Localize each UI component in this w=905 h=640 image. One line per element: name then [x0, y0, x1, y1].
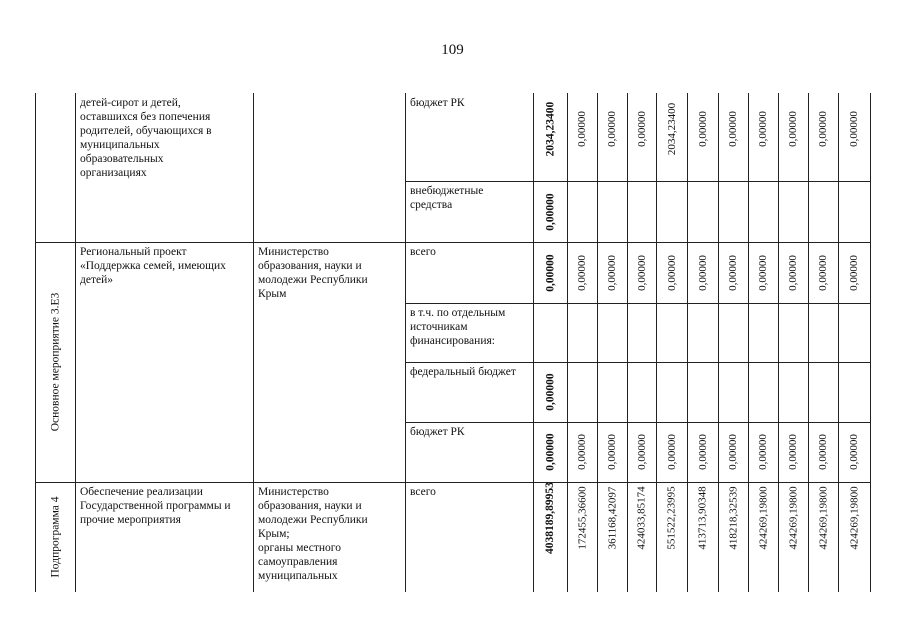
funding-source: внебюджетные средства — [410, 185, 484, 211]
table-rule-horizontal — [405, 362, 870, 363]
table-rule-horizontal — [405, 422, 870, 423]
measure-name: Обеспечение реализации Государственной программы и прочие мероприятия — [80, 486, 231, 526]
year-value: 172455,36600 — [576, 486, 589, 550]
funding-source: бюджет РК — [410, 97, 465, 109]
year-value: 0,00000 — [756, 434, 769, 470]
total-value: 4038189,89953 — [543, 482, 556, 554]
table-rule-vertical — [253, 93, 254, 592]
table-rule-horizontal — [405, 181, 870, 182]
table-rule-vertical — [870, 93, 871, 592]
section-label: Подпрограмма 4 — [49, 496, 62, 578]
funding-source: в т.ч. по отдельным источникам финансирования: — [410, 307, 506, 347]
year-value: 0,00000 — [665, 434, 678, 470]
year-value: 0,00000 — [786, 254, 799, 291]
year-value: 0,00000 — [786, 111, 799, 147]
table-rule-vertical — [748, 93, 749, 592]
year-value: 0,00000 — [816, 254, 829, 291]
table-rule-horizontal — [35, 242, 870, 243]
year-value: 0,00000 — [575, 111, 588, 147]
page-number: 109 — [441, 42, 464, 58]
table-rule-vertical — [838, 93, 839, 592]
year-value: 0,00000 — [635, 434, 648, 470]
year-value: 0,00000 — [726, 434, 739, 470]
funding-source: бюджет РК — [410, 426, 465, 438]
year-value: 0,00000 — [575, 434, 588, 470]
year-value: 0,00000 — [816, 111, 829, 147]
year-value: 0,00000 — [605, 434, 618, 470]
year-value: 0,00000 — [756, 254, 769, 291]
section-label: Основное мероприятие 3.Е3 — [48, 292, 61, 432]
table-rule-vertical — [778, 93, 779, 592]
year-value: 424269,19800 — [848, 486, 861, 550]
year-value: 551522,23995 — [665, 486, 678, 550]
measure-name: детей-сирот и детей, оставшихся без попечения родителей, обучающихся в муниципальных образовательных организациях — [80, 97, 212, 179]
year-value: 424269,19800 — [817, 486, 830, 550]
year-value: 0,00000 — [665, 254, 678, 291]
year-value: 0,00000 — [575, 254, 588, 291]
total-value: 2034,23400 — [543, 101, 556, 157]
year-value: 2034,23400 — [665, 102, 678, 156]
year-value: 424269,19800 — [757, 486, 770, 550]
year-value: 0,00000 — [726, 111, 739, 147]
year-value: 0,00000 — [635, 111, 648, 147]
table-rule-vertical — [75, 93, 76, 592]
year-value: 0,00000 — [635, 254, 648, 291]
year-value: 0,00000 — [847, 111, 860, 147]
measure-name: Региональный проект «Поддержка семей, имеющих детей» — [80, 246, 226, 286]
year-value: 0,00000 — [696, 434, 709, 470]
executor-name: Министерство образования, науки и молодежи Республики Крым — [258, 246, 368, 300]
year-value: 413713,90348 — [696, 486, 709, 550]
funding-source: всего — [410, 486, 436, 498]
year-value: 0,00000 — [696, 254, 709, 291]
year-value: 0,00000 — [726, 254, 739, 291]
year-value: 424033,85174 — [635, 486, 648, 550]
year-value: 418218,32539 — [727, 486, 740, 550]
table-rule-vertical — [597, 93, 598, 592]
table-rule-vertical — [627, 93, 628, 592]
table-rule-vertical — [533, 93, 534, 592]
year-value: 0,00000 — [816, 434, 829, 470]
table-rule-horizontal — [35, 482, 870, 483]
year-value: 0,00000 — [786, 434, 799, 470]
year-value: 0,00000 — [847, 434, 860, 470]
table-rule-vertical — [656, 93, 657, 592]
table-rule-vertical — [687, 93, 688, 592]
year-value: 0,00000 — [605, 254, 618, 291]
year-value: 0,00000 — [605, 111, 618, 147]
funding-source: всего — [410, 246, 436, 258]
year-value: 424269,19800 — [787, 486, 800, 550]
total-value: 0,00000 — [544, 373, 557, 411]
table-rule-horizontal — [405, 303, 870, 304]
table-rule-vertical — [405, 93, 406, 592]
year-value: 0,00000 — [756, 111, 769, 147]
year-value: 0,00000 — [696, 111, 709, 147]
total-value: 0,00000 — [544, 253, 557, 292]
total-value: 0,00000 — [544, 192, 557, 231]
year-value: 361168,42097 — [605, 486, 618, 550]
table-rule-vertical — [808, 93, 809, 592]
table-rule-vertical — [567, 93, 568, 592]
table-rule-vertical — [718, 93, 719, 592]
funding-source: федеральный бюджет — [410, 366, 516, 378]
table-rule-vertical — [35, 93, 36, 592]
executor-name: Министерство образования, науки и молодежи Республики Крым; органы местного самоуправления муниципальных — [258, 486, 368, 582]
total-value: 0,00000 — [544, 433, 557, 471]
year-value: 0,00000 — [847, 254, 860, 291]
